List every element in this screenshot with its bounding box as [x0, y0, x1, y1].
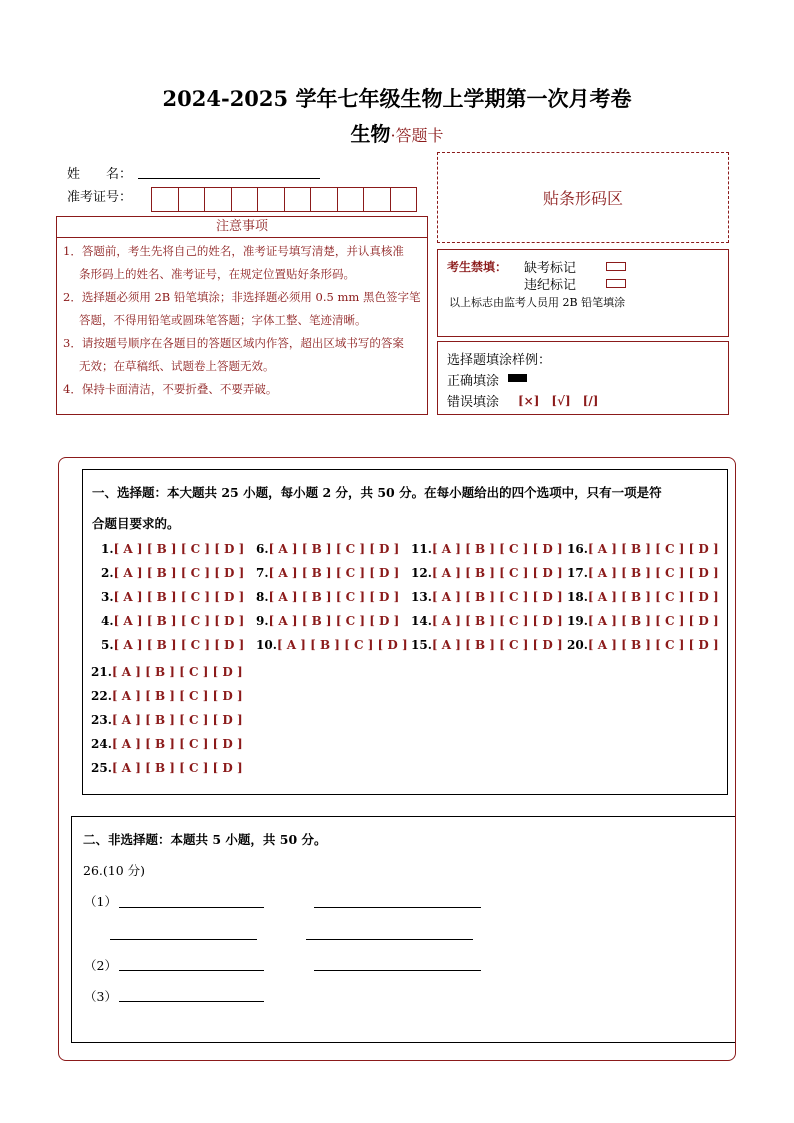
answer-options[interactable]: [ A ] [ B ] [ C ] [ D ]	[113, 590, 245, 604]
question-item[interactable]	[256, 542, 399, 556]
notice-line: 3．请按题号顺序在各题目的答题区域内作答，超出区域书写的答案	[63, 336, 404, 350]
question-number: 1.	[101, 542, 114, 556]
exam-id-label: 准考证号：	[67, 190, 133, 205]
question-number: 25.	[91, 761, 112, 775]
question-number: 24.	[91, 737, 112, 751]
barcode-label: 贴条形码区	[542, 189, 623, 208]
question-number: 3.	[101, 590, 114, 604]
question-item[interactable]	[411, 590, 563, 604]
question-number: 8.	[256, 590, 269, 604]
card-label: ·答题卡	[390, 126, 444, 145]
question-number: 10.	[256, 638, 277, 652]
question-item[interactable]	[411, 542, 563, 556]
question-item[interactable]	[101, 542, 244, 556]
answer-options[interactable]: [ A ] [ B ] [ C ] [ D ]	[587, 566, 719, 580]
prohibit-box	[437, 249, 729, 337]
question-item[interactable]	[91, 761, 243, 775]
name-label: 姓 名：	[67, 167, 133, 182]
question-number: 16.	[567, 542, 588, 556]
prohibit-label: 考生禁填：	[447, 260, 508, 274]
part-1-label: （1）	[84, 894, 117, 909]
question-item[interactable]	[101, 638, 244, 652]
answer-options[interactable]: [ A ] [ B ] [ C ] [ D ]	[431, 638, 563, 652]
answer-options[interactable]: [ A ] [ B ] [ C ] [ D ]	[268, 614, 400, 628]
page-title: 2024-2025 学年七年级生物上学期第一次月考卷	[162, 86, 632, 111]
notice-item-1	[57, 240, 427, 286]
filled-mark-icon	[508, 374, 527, 382]
answer-options[interactable]: [ A ] [ B ] [ C ] [ D ]	[268, 566, 400, 580]
wrong-fill-label: 错误填涂	[447, 395, 500, 410]
answer-options[interactable]: [ A ] [ B ] [ C ] [ D ]	[111, 737, 243, 751]
violation-label: 违纪标记	[524, 278, 577, 293]
question-number: 18.	[567, 590, 588, 604]
question-number: 21.	[91, 665, 112, 679]
part-2-label: （2）	[84, 958, 117, 973]
question-number: 7.	[256, 566, 269, 580]
answer-options[interactable]: [ A ] [ B ] [ C ] [ D ]	[111, 761, 243, 775]
multiple-choice-section	[82, 469, 728, 795]
answer-line[interactable]	[119, 906, 264, 908]
barcode-area	[437, 152, 729, 243]
answer-options[interactable]: [ A ] [ B ] [ C ] [ D ]	[268, 590, 400, 604]
question-item[interactable]	[101, 614, 244, 628]
page-subtitle	[0, 118, 794, 147]
notice-item-3	[57, 332, 427, 378]
question-item[interactable]	[101, 590, 244, 604]
question-number: 5.	[101, 638, 114, 652]
answer-options[interactable]: [ A ] [ B ] [ C ] [ D ]	[113, 566, 245, 580]
fill-example-title: 选择题填涂样例：	[447, 353, 552, 368]
free-response-section	[71, 816, 735, 1043]
subject-label: 生物	[350, 122, 391, 146]
violation-mark-box[interactable]	[606, 279, 626, 288]
question-number: 19.	[567, 614, 588, 628]
answer-options[interactable]: [ A ] [ B ] [ C ] [ D ]	[276, 638, 408, 652]
exam-id-digit[interactable]	[152, 188, 179, 211]
question-item[interactable]	[91, 665, 243, 679]
question-number: 23.	[91, 713, 112, 727]
question-item[interactable]	[567, 614, 719, 628]
answer-options[interactable]: [ A ] [ B ] [ C ] [ D ]	[113, 614, 245, 628]
answer-line[interactable]	[119, 969, 264, 971]
question-number: 15.	[411, 638, 432, 652]
notice-line: 答题，不得用铅笔或圆珠笔答题；字体工整、笔迹清晰。	[79, 313, 367, 327]
question-number: 6.	[256, 542, 269, 556]
answer-options[interactable]: [ A ] [ B ] [ C ] [ D ]	[587, 542, 719, 556]
question-item[interactable]	[411, 638, 563, 652]
answer-options[interactable]: [ A ] [ B ] [ C ] [ D ]	[113, 542, 245, 556]
answer-options[interactable]: [ A ] [ B ] [ C ] [ D ]	[111, 689, 243, 703]
notice-line: 4．保持卡面清洁，不要折叠、不要弄破。	[63, 382, 278, 396]
part-3-label: （3）	[84, 989, 117, 1004]
question-number: 11.	[411, 542, 432, 556]
question-item[interactable]	[567, 638, 719, 652]
question-number: 2.	[101, 566, 114, 580]
notice-heading: 注意事项	[57, 217, 427, 238]
answer-line[interactable]	[314, 906, 481, 908]
question-item[interactable]	[567, 566, 719, 580]
answer-line[interactable]	[119, 1000, 264, 1002]
notice-box	[56, 216, 428, 415]
exam-id-digit[interactable]	[179, 188, 206, 211]
exam-id-digit[interactable]	[285, 188, 312, 211]
notice-item-2	[57, 286, 427, 332]
question-number: 22.	[91, 689, 112, 703]
answer-line[interactable]	[314, 969, 481, 971]
question-number: 14.	[411, 614, 432, 628]
question-number: 12.	[411, 566, 432, 580]
name-field[interactable]	[138, 178, 320, 179]
exam-id-digit[interactable]	[364, 188, 391, 211]
absent-label: 缺考标记	[524, 261, 577, 276]
question-number: 20.	[567, 638, 588, 652]
absent-mark-box[interactable]	[606, 262, 626, 271]
notice-line: 2．选择题必须用 2B 铅笔填涂；非选择题必须用 0.5 mm 黑色签字笔	[63, 290, 421, 304]
question-item[interactable]	[567, 590, 719, 604]
answer-options[interactable]: [ A ] [ B ] [ C ] [ D ]	[431, 566, 563, 580]
exam-id-digit[interactable]	[311, 188, 338, 211]
question-item[interactable]	[256, 590, 399, 604]
question-item[interactable]	[91, 689, 243, 703]
answer-options[interactable]: [ A ] [ B ] [ C ] [ D ]	[111, 713, 243, 727]
answer-options[interactable]: [ A ] [ B ] [ C ] [ D ]	[431, 542, 563, 556]
notice-line: 条形码上的姓名、准考证号，在规定位置贴好条形码。	[79, 267, 355, 281]
question-item[interactable]	[91, 737, 243, 751]
question-item[interactable]	[256, 638, 408, 652]
exam-id-boxes[interactable]	[151, 187, 417, 212]
notice-line: 无效；在草稿纸、试题卷上答题无效。	[79, 359, 275, 373]
answer-options[interactable]: [ A ] [ B ] [ C ] [ D ]	[431, 614, 563, 628]
question-number: 4.	[101, 614, 114, 628]
question-number: 9.	[256, 614, 269, 628]
section2-title: 二、非选择题：本题共 5 小题，共 50 分。	[83, 832, 327, 847]
question-item[interactable]	[411, 614, 563, 628]
correct-fill-label: 正确填涂	[447, 374, 500, 389]
question-item[interactable]	[411, 566, 563, 580]
section1-title-line2: 合题目要求的。	[92, 516, 180, 531]
exam-id-digit[interactable]	[338, 188, 365, 211]
wrong-fill-marks: [×] [√] [/]	[518, 394, 599, 408]
question-26-label: 26.(10 分)	[83, 863, 146, 878]
answer-options[interactable]: [ A ] [ B ] [ C ] [ D ]	[587, 590, 719, 604]
question-item[interactable]	[91, 713, 243, 727]
question-number: 17.	[567, 566, 588, 580]
notice-line: 1．答题前，考生先将自己的姓名，准考证号填写清楚，并认真核准	[63, 244, 404, 258]
answer-options[interactable]: [ A ] [ B ] [ C ] [ D ]	[587, 638, 719, 652]
exam-id-digit[interactable]	[391, 188, 417, 211]
section1-title-line1: 一、选择题：本大题共 25 小题，每小题 2 分，共 50 分。在每小题给出的四个选项中，只有一项是符	[92, 485, 662, 500]
question-item[interactable]	[567, 542, 719, 556]
exam-id-digit[interactable]	[205, 188, 232, 211]
answer-options[interactable]: [ A ] [ B ] [ C ] [ D ]	[431, 590, 563, 604]
question-number: 13.	[411, 590, 432, 604]
answer-options[interactable]: [ A ] [ B ] [ C ] [ D ]	[113, 638, 245, 652]
notice-item-4	[57, 378, 427, 401]
answer-line[interactable]	[110, 938, 257, 940]
answer-options[interactable]: [ A ] [ B ] [ C ] [ D ]	[587, 614, 719, 628]
exam-id-digit[interactable]	[258, 188, 285, 211]
exam-id-digit[interactable]	[232, 188, 259, 211]
question-item[interactable]	[256, 566, 399, 580]
question-item[interactable]	[101, 566, 244, 580]
answer-line[interactable]	[306, 938, 473, 940]
prohibit-note: 以上标志由监考人员用 2B 铅笔填涂	[449, 296, 626, 309]
fill-example-box	[437, 341, 729, 415]
answer-options[interactable]: [ A ] [ B ] [ C ] [ D ]	[268, 542, 400, 556]
answer-options[interactable]: [ A ] [ B ] [ C ] [ D ]	[111, 665, 243, 679]
question-item[interactable]	[256, 614, 399, 628]
